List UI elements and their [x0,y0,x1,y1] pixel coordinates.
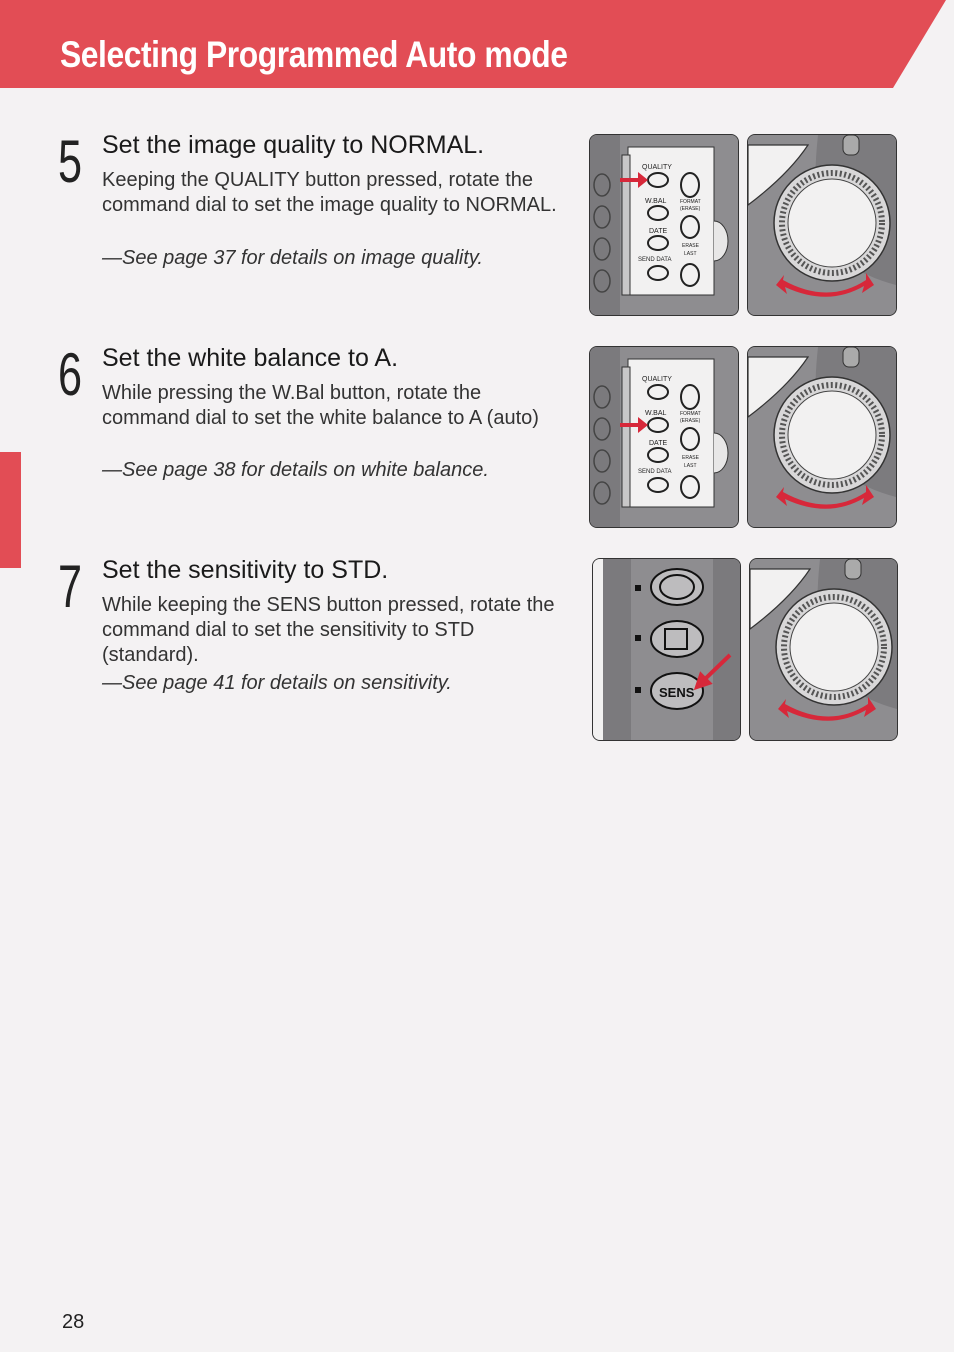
step-body: While keeping the SENS button pressed, rotate the command dial to set the sensitivity to STD (standard). [102,594,555,666]
section-tab [0,452,21,568]
erase-label: ERASE [682,455,699,461]
command-dial-illustration [749,558,898,741]
date-label: DATE [649,228,668,235]
step-number: 5 [58,128,83,195]
step-number: 7 [58,553,83,620]
send-data-label: SEND DATA [638,257,672,263]
quality-label: QUALITY [642,164,672,171]
step-body: Keeping the QUALITY button pressed, rotate the command dial to set the image quality to NORMAL. [102,169,557,216]
page-number: 28 [62,1311,85,1333]
step-reference: —See page 38 for details on white balance. [102,459,489,481]
last-label: LAST [684,251,697,257]
format-label: FORMAT [680,411,701,417]
erase-paren-label: (ERASE) [680,418,701,424]
button-panel-illustration [589,346,739,528]
button-panel-illustration [589,134,739,316]
erase-label: ERASE [682,243,699,249]
wbal-label: W.BAL [645,410,667,417]
command-dial-illustration [747,346,897,528]
last-label: LAST [684,463,697,469]
step-body: While pressing the W.Bal button, rotate the command dial to set the white balance to A (auto) [102,382,539,429]
format-label: FORMAT [680,199,701,205]
wbal-label: W.BAL [645,198,667,205]
sens-button-illustration [592,558,741,741]
step-number: 6 [58,341,83,408]
quality-label: QUALITY [642,376,672,383]
page-title: Selecting Programmed Auto mode [60,34,568,75]
date-label: DATE [649,440,668,447]
sens-label: SENS [659,685,695,700]
send-data-label: SEND DATA [638,469,672,475]
command-dial-illustration [747,134,897,316]
step-title: Set the sensitivity to STD. [102,556,389,584]
erase-paren-label: (ERASE) [680,206,701,212]
step-title: Set the white balance to A. [102,344,399,372]
step-reference: —See page 37 for details on image quality. [102,247,483,269]
step-reference: —See page 41 for details on sensitivity. [102,672,452,694]
step-title: Set the image quality to NORMAL. [102,131,485,159]
